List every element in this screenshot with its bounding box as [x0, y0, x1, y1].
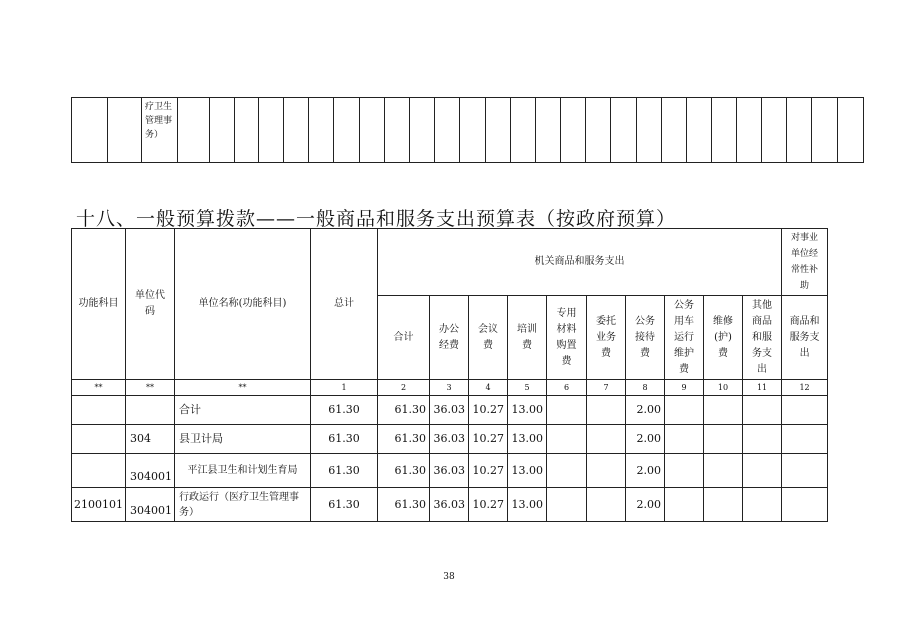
func-cell: [72, 425, 126, 454]
value-cell: 2.00: [626, 425, 665, 454]
value-cell: 10.27: [469, 396, 508, 425]
header-col-heji: 合计: [378, 296, 430, 380]
index-cell: 10: [704, 380, 743, 396]
func-cell: 2100101: [72, 488, 126, 522]
header-func: 功能科目: [72, 229, 126, 380]
value-cell: [547, 454, 587, 488]
cell: [334, 98, 360, 163]
code-cell: [126, 396, 175, 425]
value-cell: [547, 488, 587, 522]
header-group-org: 机关商品和服务支出: [378, 229, 782, 296]
cell: [787, 98, 812, 163]
name-cell: 平江县卫生和计划生育局: [175, 454, 311, 488]
value-cell: [782, 488, 828, 522]
cell: [486, 98, 511, 163]
value-cell: 2.00: [626, 488, 665, 522]
cell: [838, 98, 864, 163]
name-cell: 行政运行（医疗卫生管理事务）: [175, 488, 311, 522]
previous-table-fragment: [71, 97, 864, 163]
total-cell: 61.30: [311, 454, 378, 488]
index-cell: 8: [626, 380, 665, 396]
value-cell: 13.00: [508, 425, 547, 454]
code-cell: 304001: [126, 488, 175, 522]
cell: [309, 98, 334, 163]
value-cell: 61.30: [378, 425, 430, 454]
value-cell: 13.00: [508, 396, 547, 425]
table-row: [72, 454, 828, 488]
cell: [410, 98, 435, 163]
index-cell: **: [126, 380, 175, 396]
value-cell: 10.27: [469, 425, 508, 454]
header-group-sub: 对事业单位经常性补助: [782, 229, 828, 296]
func-cell: [72, 396, 126, 425]
header-col-other: 其他商品和服务支出: [743, 296, 782, 380]
cell: [662, 98, 687, 163]
value-cell: 10.27: [469, 488, 508, 522]
value-cell: [665, 396, 704, 425]
header-row-1: [72, 229, 828, 296]
cell: [178, 98, 210, 163]
code-cell: 304: [126, 425, 175, 454]
total-cell: 61.30: [311, 488, 378, 522]
cell: [737, 98, 762, 163]
value-cell: [547, 425, 587, 454]
header-col-maintenance: 维修(护)费: [704, 296, 743, 380]
value-cell: [704, 425, 743, 454]
index-cell: 12: [782, 380, 828, 396]
value-cell: 10.27: [469, 454, 508, 488]
cell: [561, 98, 586, 163]
previous-table-row: [72, 98, 864, 163]
value-cell: [782, 454, 828, 488]
cell: [72, 98, 108, 163]
header-col-goods-services: 商品和服务支出: [782, 296, 828, 380]
value-cell: 2.00: [626, 454, 665, 488]
value-cell: [665, 488, 704, 522]
cell: [812, 98, 838, 163]
cell: [536, 98, 561, 163]
table-row: [72, 396, 828, 425]
cell: [637, 98, 662, 163]
cell: [210, 98, 235, 163]
header-col-training: 培训费: [508, 296, 547, 380]
cell: [360, 98, 385, 163]
cell: [435, 98, 460, 163]
cell: [284, 98, 309, 163]
total-cell: 61.30: [311, 425, 378, 454]
budget-table: [71, 228, 828, 522]
header-name: 单位名称(功能科目): [175, 229, 311, 380]
table-row: [72, 488, 828, 522]
value-cell: 13.00: [508, 488, 547, 522]
continued-name-cell: 疗卫生管理事务）: [142, 98, 178, 163]
index-cell: 4: [469, 380, 508, 396]
value-cell: 36.03: [430, 488, 469, 522]
value-cell: [587, 488, 626, 522]
value-cell: [743, 488, 782, 522]
index-row: [72, 380, 828, 396]
value-cell: 13.00: [508, 454, 547, 488]
value-cell: [743, 454, 782, 488]
header-col-vehicle: 公务用车运行维护费: [665, 296, 704, 380]
value-cell: [743, 425, 782, 454]
cell: [611, 98, 637, 163]
cell: [385, 98, 410, 163]
cell: [712, 98, 737, 163]
value-cell: [587, 454, 626, 488]
name-cell: 合计: [175, 396, 311, 425]
table-row: [72, 425, 828, 454]
index-cell: 9: [665, 380, 704, 396]
value-cell: [547, 396, 587, 425]
value-cell: [704, 454, 743, 488]
section-title: 十八、一般预算拨款——一般商品和服务支出预算表（按政府预算）: [76, 208, 677, 230]
value-cell: [587, 396, 626, 425]
cell: [511, 98, 536, 163]
header-code: 单位代码: [126, 229, 175, 380]
index-cell: 7: [587, 380, 626, 396]
index-cell: 2: [378, 380, 430, 396]
value-cell: [587, 425, 626, 454]
cell: [108, 98, 142, 163]
index-cell: 1: [311, 380, 378, 396]
value-cell: 61.30: [378, 454, 430, 488]
value-cell: 61.30: [378, 396, 430, 425]
value-cell: 36.03: [430, 425, 469, 454]
total-cell: 61.30: [311, 396, 378, 425]
header-total: 总计: [311, 229, 378, 380]
cell: [259, 98, 284, 163]
value-cell: [782, 396, 828, 425]
code-cell: 304001: [126, 454, 175, 488]
cell: [586, 98, 611, 163]
func-cell: [72, 454, 126, 488]
header-col-office: 办公经费: [430, 296, 469, 380]
index-cell: 5: [508, 380, 547, 396]
value-cell: 2.00: [626, 396, 665, 425]
value-cell: [782, 425, 828, 454]
header-col-material: 专用材料购置费: [547, 296, 587, 380]
value-cell: 61.30: [378, 488, 430, 522]
index-cell: **: [175, 380, 311, 396]
value-cell: 36.03: [430, 454, 469, 488]
value-cell: [743, 396, 782, 425]
cell: [235, 98, 259, 163]
name-cell: 县卫计局: [175, 425, 311, 454]
index-cell: **: [72, 380, 126, 396]
value-cell: [665, 425, 704, 454]
value-cell: 36.03: [430, 396, 469, 425]
header-col-entrusted: 委托业务费: [587, 296, 626, 380]
cell: [460, 98, 486, 163]
header-col-meeting: 会议费: [469, 296, 508, 380]
header-col-reception: 公务接待费: [626, 296, 665, 380]
page-number: 38: [443, 572, 455, 582]
cell: [687, 98, 712, 163]
value-cell: [665, 454, 704, 488]
cell: [762, 98, 787, 163]
index-cell: 6: [547, 380, 587, 396]
index-cell: 11: [743, 380, 782, 396]
value-cell: [704, 488, 743, 522]
index-cell: 3: [430, 380, 469, 396]
value-cell: [704, 396, 743, 425]
